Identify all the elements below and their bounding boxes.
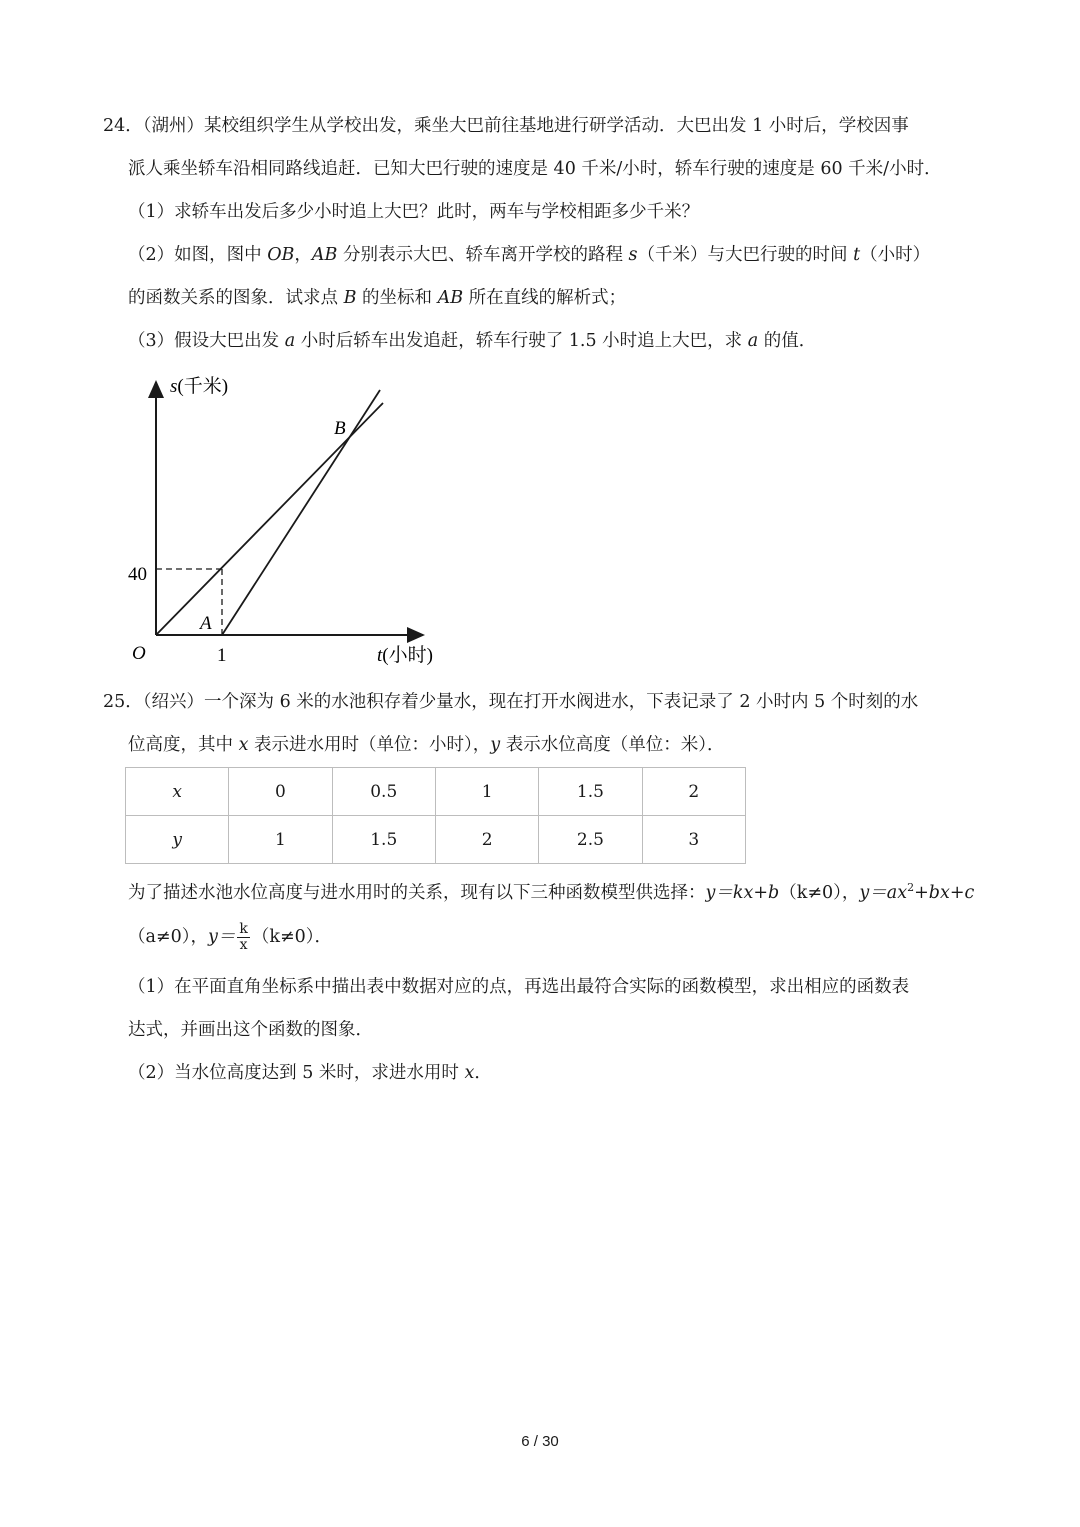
table-row xyxy=(126,768,746,816)
page-number: 6 / 30 xyxy=(521,1433,559,1450)
q25-part2: （2）当水位高度达到 5 米时，求进水用时 x． xyxy=(128,1063,492,1083)
q25-stem-line1: 25．（绍兴）一个深为 6 米的水池积存着少量水，现在打开水阀进水，下表记录了 2 小时内 5 个时刻的水 xyxy=(103,692,919,712)
table-cell: 1.5 xyxy=(539,768,642,816)
point-A-label: A xyxy=(200,613,212,634)
table-cell: 2 xyxy=(642,768,745,816)
origin-label: O xyxy=(132,643,146,664)
table-cell: 2.5 xyxy=(539,816,642,864)
table-cell: 0.5 xyxy=(332,768,435,816)
line-AB xyxy=(222,390,380,635)
q25-data-table xyxy=(125,767,746,864)
table-cell: 1.5 xyxy=(332,816,435,864)
q24-stem-line1: 24．（湖州）某校组织学生从学校出发，乘坐大巴前往基地进行研学活动．大巴出发 1 小时后，学校因事 xyxy=(103,116,909,136)
point-B-label: B xyxy=(334,418,346,439)
table-cell: 2 xyxy=(435,816,538,864)
table-cell: 0 xyxy=(229,768,332,816)
table-cell: 3 xyxy=(642,816,745,864)
q25-models-line2: （a≠0），y＝ $\frac{k}{x}$ （k≠0）． xyxy=(128,921,333,953)
q25-models-line1: 为了描述水池水位高度与进水用时的关系，现有以下三种函数模型供选择：y＝kx+b（k≠0），$y=ax^2+bx+c$ xyxy=(128,881,975,903)
q24-stem-line2: 派人乘坐轿车沿相同路线追赶．已知大巴行驶的速度是 40 千米/小时，轿车行驶的速度是 60 千米/小时． xyxy=(128,159,942,179)
table-row xyxy=(126,816,746,864)
table-cell: 1 xyxy=(435,768,538,816)
q24-part3: （3）假设大巴出发 a 小时后轿车出发追赶，轿车行驶了 1.5 小时追上大巴，求 a 的值． xyxy=(128,331,817,351)
y-tick-40: 40 xyxy=(128,564,147,585)
table-cell: 1 xyxy=(229,816,332,864)
q24-part2-line1: （2）如图，图中 OB，AB 分别表示大巴、轿车离开学校的路程 s（千米）与大巴行驶的时间 t（小时） xyxy=(128,245,931,265)
q24-graph xyxy=(118,370,458,670)
q24-part1: （1）求轿车出发后多少小时追上大巴？此时，两车与学校相距多少千米？ xyxy=(128,202,700,222)
q24-part2-line2: 的函数关系的图象．试求点 B 的坐标和 AB 所在直线的解析式； xyxy=(128,288,627,308)
q25-part1-line2: 达式，并画出这个函数的图象． xyxy=(128,1020,373,1040)
x-axis-label: t(小时) xyxy=(377,645,433,666)
x-tick-1: 1 xyxy=(217,645,227,666)
q25-part1-line1: （1）在平面直角坐标系中描出表中数据对应的点，再选出最符合实际的函数模型，求出相应的函数表 xyxy=(128,977,910,997)
q25-stem-line2: 位高度，其中 x 表示进水用时（单位：小时），y 表示水位高度（单位：米）． xyxy=(128,735,725,755)
y-axis-label: s(千米) xyxy=(170,376,229,397)
table-header-x: x xyxy=(126,768,229,816)
fraction-k-over-x: $\frac{k}{x}$ xyxy=(239,921,248,953)
table-header-y: y xyxy=(126,816,229,864)
